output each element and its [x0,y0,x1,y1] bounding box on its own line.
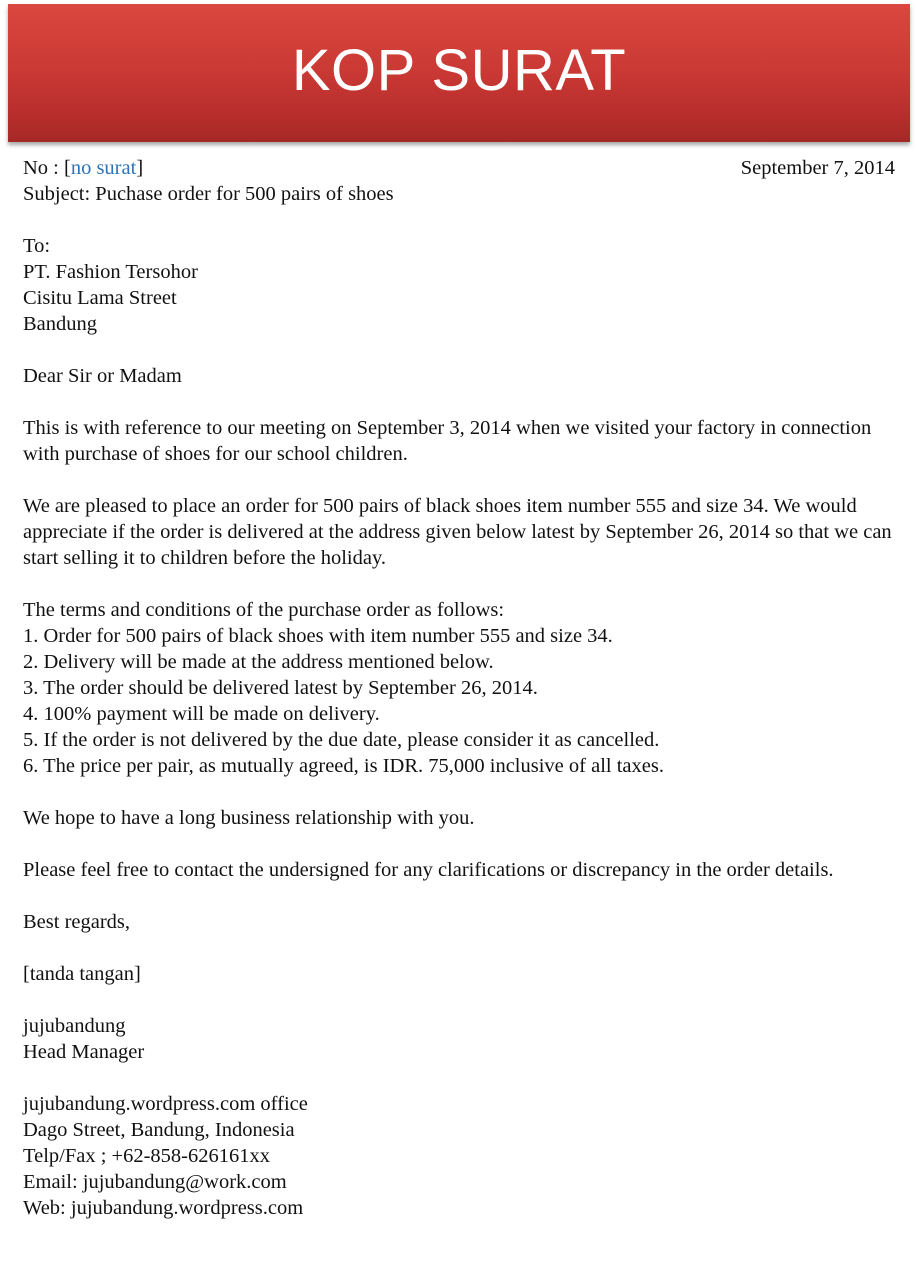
letter-number-label: No : [ [23,157,71,179]
terms-intro: The terms and conditions of the purchase order as follows: [23,599,505,621]
paragraph-contact: Please feel free to contact the undersigned for any clarifications or discrepancy in the order details. [23,859,834,881]
office-phone: Telp/Fax ; +62-858-626161xx [23,1145,270,1167]
recipient-company: PT. Fashion Tersohor [23,261,198,283]
terms-item: 5. If the order is not delivered by the due date, please consider it as cancelled. [23,729,660,751]
recipient-to-label: To: [23,235,51,257]
office-name: jujubandung.wordpress.com office [23,1093,308,1115]
paragraph-order: We are pleased to place an order for 500 pairs of black shoes item number 555 and size 34. We would appreciate if the order is delivered at the address given below latest by September 26, 2014 so that we can start selling it to children before the holiday. [23,495,892,569]
paragraph-reference: This is with reference to our meeting on September 3, 2014 when we visited your factory in connection with purchase of shoes for our school children. [23,417,872,465]
letter-number-close: ] [136,157,144,179]
letterhead-title: KOP SURAT [291,38,627,103]
office-address: Dago Street, Bandung, Indonesia [23,1119,295,1141]
recipient-street: Cisitu Lama Street [23,287,177,309]
letter-body [23,155,895,1221]
terms-item: 2. Delivery will be made at the address mentioned below. [23,651,494,673]
letter-date: September 7, 2014 [740,157,895,179]
office-email: Email: jujubandung@work.com [23,1171,287,1193]
signature-placeholder: [tanda tangan] [23,963,141,985]
letter-subject: Subject: Puchase order for 500 pairs of shoes [23,183,394,205]
letter-number-placeholder: no surat [70,157,137,179]
terms-item: 3. The order should be delivered latest by September 26, 2014. [23,677,538,699]
letterhead-banner [8,4,910,142]
signer-name: jujubandung [23,1015,126,1037]
terms-item: 1. Order for 500 pairs of black shoes with item number 555 and size 34. [23,625,613,647]
terms-item: 6. The price per pair, as mutually agreed, is IDR. 75,000 inclusive of all taxes. [23,755,664,777]
closing-regards: Best regards, [23,911,131,933]
salutation: Dear Sir or Madam [23,365,182,387]
recipient-city: Bandung [23,313,98,335]
paragraph-hope: We hope to have a long business relationship with you. [23,807,475,829]
terms-item: 4. 100% payment will be made on delivery. [23,703,380,725]
letter-meta-row [23,155,895,181]
signer-title: Head Manager [23,1041,145,1063]
office-web: Web: jujubandung.wordpress.com [23,1197,304,1219]
letter-number [23,155,143,181]
